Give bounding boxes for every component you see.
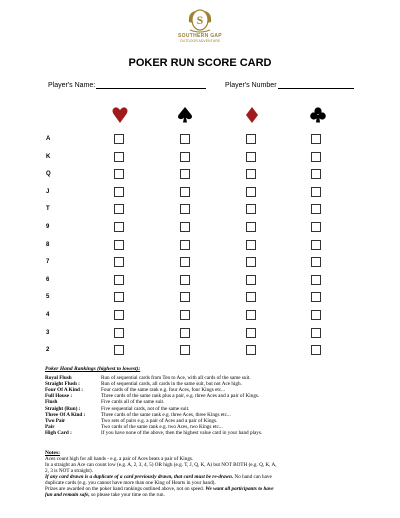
- checkbox-clubs[interactable]: [311, 204, 321, 214]
- rank-label: 8: [46, 241, 50, 248]
- note-take-time: so please take your time on the run.: [90, 492, 165, 498]
- checkbox-clubs[interactable]: [311, 275, 321, 285]
- checkbox-diamonds[interactable]: [246, 310, 256, 320]
- checkbox-diamonds[interactable]: [246, 328, 256, 338]
- checkbox-diamonds[interactable]: [246, 169, 256, 179]
- checkbox-spades[interactable]: [180, 240, 190, 250]
- checkbox-diamonds[interactable]: [246, 187, 256, 197]
- hand-description: Five cards all of the same suit.: [101, 399, 165, 406]
- checkbox-diamonds[interactable]: [246, 275, 256, 285]
- rank-label: 9: [46, 224, 50, 230]
- checkbox-clubs[interactable]: [311, 187, 321, 197]
- hand-ranking-row: [45, 406, 189, 412]
- rank-label: J: [46, 188, 50, 195]
- rank-label: K: [46, 153, 51, 160]
- hand-ranking-row: [45, 430, 262, 436]
- checkbox-clubs[interactable]: [311, 134, 321, 144]
- checkbox-spades[interactable]: [180, 134, 190, 144]
- hand-description: Three cards of the same rank e.g. three Aces, three Kings etc...: [101, 411, 231, 418]
- player-number-field[interactable]: [225, 82, 354, 89]
- checkbox-spades[interactable]: [180, 222, 190, 232]
- player-number-line[interactable]: [278, 82, 354, 89]
- rank-label: 5: [46, 294, 50, 301]
- rank-label: 4: [46, 312, 50, 318]
- checkbox-clubs[interactable]: [311, 240, 321, 250]
- hand-description: Two cards of the same rank e.g. two Aces, two Kings etc...: [101, 423, 223, 430]
- checkbox-clubs[interactable]: [311, 345, 321, 355]
- hand-name: Three Of A Kind :: [45, 411, 86, 418]
- hand-ranking-row: [45, 418, 217, 424]
- player-name-label: Player's Name:: [48, 82, 96, 89]
- page-title: POKER RUN SCORE CARD: [128, 57, 272, 69]
- hand-ranking-row: [45, 412, 231, 418]
- checkbox-hearts[interactable]: [114, 204, 124, 214]
- checkbox-hearts[interactable]: [114, 187, 124, 197]
- note-duplicate-tail: No hand can have: [233, 474, 272, 480]
- hand-description: Two sets of pairs e.g. a pair of Aces and a pair of Kings.: [101, 417, 218, 424]
- spades-icon: [173, 106, 197, 128]
- checkbox-hearts[interactable]: [114, 134, 124, 144]
- hand-name: Flush: [45, 399, 58, 406]
- note-line-5: duplicate cards (e.g. you cannot have more than one King of Hearts in your hand).: [45, 480, 216, 486]
- checkbox-diamonds[interactable]: [246, 204, 256, 214]
- checkbox-diamonds[interactable]: [246, 240, 256, 250]
- checkbox-spades[interactable]: [180, 152, 190, 162]
- checkbox-clubs[interactable]: [311, 222, 321, 232]
- hand-ranking-row: [45, 399, 164, 405]
- checkbox-clubs[interactable]: [311, 310, 321, 320]
- player-name-field[interactable]: [48, 82, 206, 89]
- checkbox-diamonds[interactable]: [246, 134, 256, 144]
- checkbox-diamonds[interactable]: [246, 292, 256, 302]
- hand-ranking-row: [45, 424, 223, 430]
- checkbox-spades[interactable]: [180, 204, 190, 214]
- rank-label: 2: [46, 347, 50, 354]
- rank-label: A: [46, 136, 51, 142]
- checkbox-hearts[interactable]: [114, 152, 124, 162]
- logo-name: SOUTHERN GAP: [178, 33, 222, 39]
- checkbox-diamonds[interactable]: [246, 257, 256, 267]
- player-number-label: Player's Number: [225, 82, 277, 89]
- rank-label: 6: [46, 276, 50, 283]
- hand-name: Royal Flush: [45, 375, 72, 381]
- note-prizes-tail: We want all participants to have: [204, 486, 274, 492]
- checkbox-spades[interactable]: [180, 275, 190, 285]
- checkbox-hearts[interactable]: [114, 292, 124, 302]
- hand-description: Three cards of the same rank plus a pair, e.g. three Aces and a pair of Kings.: [101, 393, 260, 400]
- checkbox-hearts[interactable]: [114, 169, 124, 179]
- note-duplicate-rule: If any card drawn is a duplicate of a card previously drawn, that card must be re-drawn.: [45, 474, 234, 480]
- notes-heading: Notes:: [45, 450, 60, 456]
- note-line-3: 2, 3 is NOT a straight).: [45, 468, 93, 474]
- checkbox-spades[interactable]: [180, 169, 190, 179]
- checkbox-diamonds[interactable]: [246, 152, 256, 162]
- checkbox-hearts[interactable]: [114, 310, 124, 320]
- hand-description: Run of sequential cards, all cards in the same suit, but not Ace high.: [101, 381, 242, 388]
- logo-subtitle: OUTDOOR ADVENTURE: [179, 39, 221, 43]
- checkbox-spades[interactable]: [180, 187, 190, 197]
- hand-rankings-heading: Poker Hand Rankings (highest to lowest):: [45, 366, 141, 372]
- checkbox-clubs[interactable]: [311, 328, 321, 338]
- checkbox-hearts[interactable]: [114, 222, 124, 232]
- checkbox-spades[interactable]: [180, 310, 190, 320]
- note-fun-safe: fun and remain safe,: [45, 492, 90, 498]
- rank-label: T: [46, 206, 50, 213]
- hand-name: Straight (Run) :: [45, 405, 81, 412]
- note-prizes: Prizes are awarded on the poker hand rankings outlined above, not on speed.: [45, 486, 205, 492]
- hand-name: High Card :: [45, 429, 72, 436]
- checkbox-clubs[interactable]: [311, 257, 321, 267]
- checkbox-spades[interactable]: [180, 328, 190, 338]
- checkbox-hearts[interactable]: [114, 345, 124, 355]
- checkbox-spades[interactable]: [180, 257, 190, 267]
- hand-description: Run of sequential cards from Ten to Ace, with all cards of the same suit.: [101, 375, 251, 381]
- hand-name: Pair: [45, 423, 55, 430]
- checkbox-hearts[interactable]: [114, 328, 124, 338]
- svg-text:S: S: [196, 13, 204, 27]
- checkbox-clubs[interactable]: [311, 292, 321, 302]
- hand-description: Four cards of the same rank e.g. four Aces, four Kings etc...: [101, 387, 226, 394]
- checkbox-spades[interactable]: [180, 292, 190, 302]
- clubs-icon: [306, 106, 330, 128]
- hand-name: Straight Flush :: [45, 381, 80, 388]
- company-logo: [170, 8, 230, 48]
- note-line-2: In a straight an Ace can count low (e.g. A, 2, 3, 4, 5) OR high (e.g. T, J, Q, K, A) but NOT BOTH (e.g. Q, K, A,: [45, 462, 277, 468]
- hand-description: Five sequential cards, not of the same suit.: [101, 405, 190, 412]
- note-line-1: Aces count high for all hands - e.g. a pair of Aces beats a pair of Kings.: [45, 456, 194, 462]
- checkbox-diamonds[interactable]: [246, 345, 256, 355]
- hand-description: If you have none of the above, then the highest value card in your hand plays.: [101, 429, 263, 436]
- checkbox-hearts[interactable]: [114, 275, 124, 285]
- logo-emblem-icon: [186, 8, 214, 34]
- checkbox-clubs[interactable]: [311, 152, 321, 162]
- hearts-icon: [108, 106, 132, 128]
- checkbox-hearts[interactable]: [114, 240, 124, 250]
- hand-name: Full House :: [45, 393, 73, 400]
- hand-name: Two Pair: [45, 417, 66, 424]
- checkbox-spades[interactable]: [180, 345, 190, 355]
- hand-name: Four Of A Kind :: [45, 387, 83, 394]
- rank-label: 3: [46, 329, 50, 336]
- note-line-7: [45, 492, 165, 498]
- checkbox-clubs[interactable]: [311, 169, 321, 179]
- rank-label: 7: [46, 259, 50, 266]
- diamonds-icon: [240, 106, 264, 128]
- checkbox-diamonds[interactable]: [246, 222, 256, 232]
- player-name-line[interactable]: [96, 82, 206, 89]
- checkbox-hearts[interactable]: [114, 257, 124, 267]
- rank-label: Q: [46, 171, 51, 178]
